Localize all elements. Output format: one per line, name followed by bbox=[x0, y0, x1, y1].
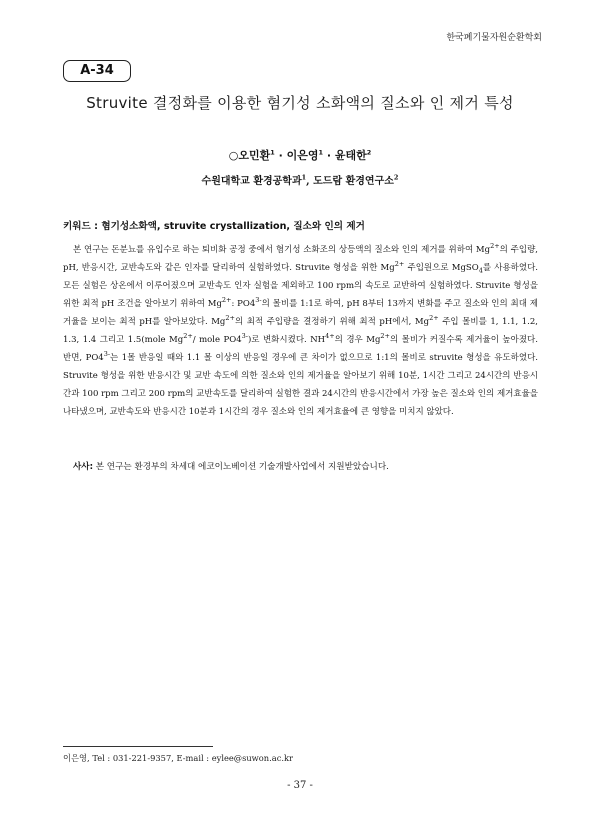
author-affiliation-index: 2 bbox=[366, 148, 372, 157]
author-separator: · bbox=[274, 149, 287, 162]
author-list bbox=[0, 147, 600, 163]
keywords-text: 혐기성소화액, struvite crystallization, 질소와 인의 제거 bbox=[101, 221, 365, 232]
abstract-paragraph: 본 연구는 돈분뇨를 유입수로 하는 퇴비화 공정 중에서 혐기성 소화조의 상등액의 질소와 인의 제거를 위하여 $Mg^{2+}$의 주입량, pH, 반응시간, 교반속도와 같은 인자를 달리하여 실험하였다. Struvite 형성을 위한 $Mg^{2+}$ 주입원으로 MgSO$_4$를 사용하였다. 모든 실험은 상온에서 이루어졌으며 교반속도 인자 실험을 제외하고 100 rpm의 속도로 교반하여 실험하였다. Struvite 형성을 위한 최적 pH 조건을 알아보기 위하여 $Mg^{2+}$: $PO4^{3-}$의 몰비를 1:1로 하여, pH 8부터 13까지 변화를 주고 질소와 인의 최대 제거율을 보이는 최적 pH를 알아보았다. $Mg^{2+}$의 최적 주입량을 결정하기 위해 최적 pH에서, $Mg^{2+}$ 주입 몰비를 1, 1.1, 1.2, 1.3, 1.4 그리고 1.5(mole $Mg^{2+}/$ mole $PO4^{3-}$)로 변화시켰다. $NH^{4+}$의 경우 $Mg^{2+}$의 몰비가 커질수록 제거율이 높아졌다. 반면, $PO4^{3-}$는 1몰 반응일 때와 1.1 몰 이상의 반응일 경우에 큰 차이가 없으므로 1:1의 몰비로 struvite 형성을 유도하였다. Struvite 형성을 위한 반응시간 및 교반 속도에 의한 질소와 인의 제거율을 알아보기 위해 10분, 1시간 그리고 24시간의 반응시간과 100 rpm 그리고 200 rpm의 교반속도를 달리하여 실험한 결과 24시간의 반응시간에서 가장 높은 질소와 인의 제거효율을 나타냈으며, 교반속도와 반응시간 10분과 1시간의 경우 질소와 인의 제거효율에 큰 영향을 미치지 않았다. bbox=[63, 242, 539, 417]
affiliation-line bbox=[0, 172, 600, 187]
author-name: 윤태한 bbox=[334, 149, 367, 162]
abstract-code-badge: A-34 bbox=[63, 60, 131, 82]
footnote-divider bbox=[63, 746, 213, 747]
author-name: 이은영 bbox=[286, 149, 319, 162]
corresponding-author-footnote: 이은영, Tel : 031-221-9357, E-mail : eylee@suwon.ac.kr bbox=[63, 753, 293, 763]
affiliation-separator: , bbox=[306, 176, 314, 187]
author-affiliation-index: 1 bbox=[270, 148, 275, 157]
affiliation-1: 수원대학교 환경공학과 bbox=[201, 176, 302, 187]
page-number: - 37 - bbox=[287, 780, 313, 791]
affiliation-index-2: 2 bbox=[393, 173, 399, 182]
author-name: 오민환 bbox=[238, 149, 271, 162]
acknowledgement bbox=[63, 459, 543, 475]
acknowledgement-text: 본 연구는 환경부의 차세대 에코이노베이션 기술개발사업에서 지원받았습니다. bbox=[93, 462, 389, 472]
author-affiliation-index: 1 bbox=[318, 148, 324, 157]
presenter-mark: ○ bbox=[228, 149, 239, 162]
keywords-line bbox=[63, 218, 543, 232]
affiliation-index-1: 1 bbox=[301, 173, 307, 182]
affiliation-2: 도드람 환경연구소 bbox=[313, 176, 394, 187]
acknowledgement-label: 사사: bbox=[73, 462, 94, 472]
keywords-label: 키워드 : bbox=[63, 221, 102, 232]
abstract-body bbox=[63, 241, 538, 421]
author-separator: · bbox=[323, 149, 335, 162]
society-header: 한국폐기물자원순환학회 bbox=[446, 33, 542, 43]
paper-title: Struvite 결정화를 이용한 혐기성 소화액의 질소와 인 제거 특성 bbox=[86, 94, 514, 112]
